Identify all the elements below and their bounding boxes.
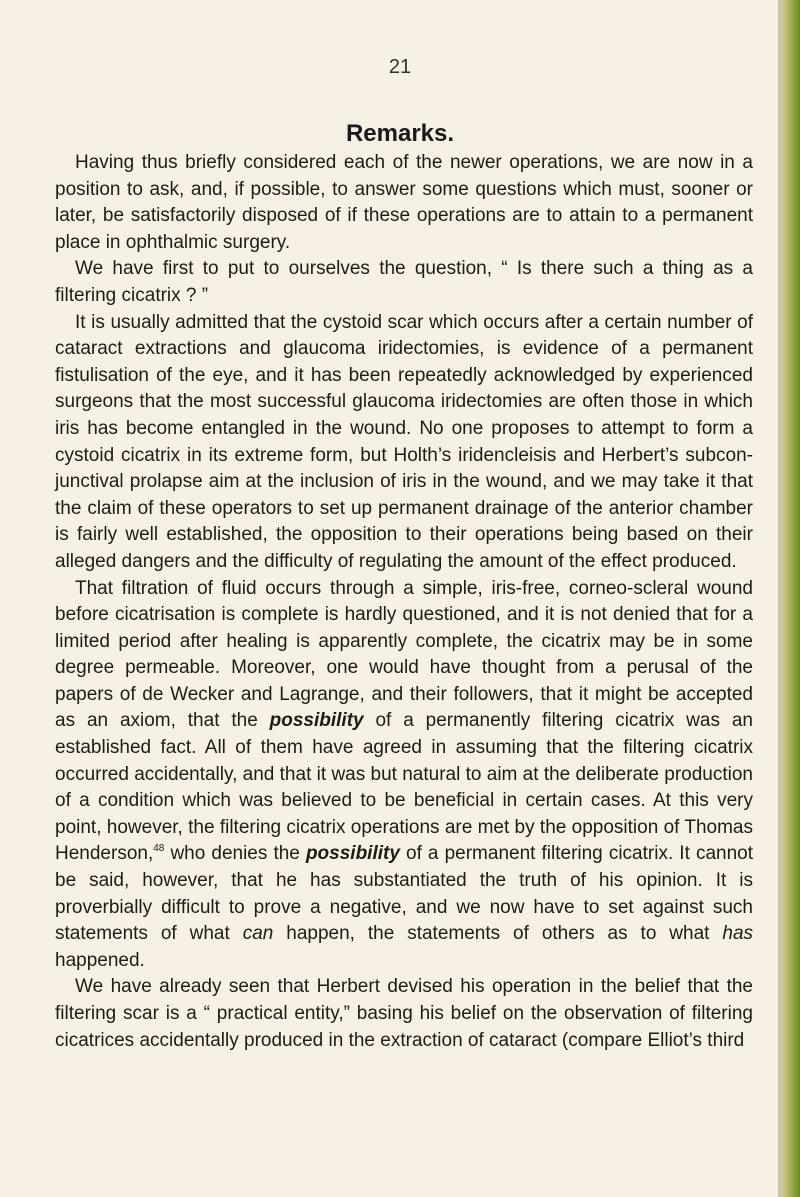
- text-run: happen, the statements of others as to what: [273, 923, 723, 945]
- text-run: of a permanently filtering cicatrix was an established fact. All of them have agreed in assuming that the filtering cicatrix occurred accidentally, and that it was but natural to aim at the deliberate production of a condition which was believed to be beneficial in certain cases. At this very point, however, the filtering cicatrix operations are met by the opposition of Thomas Henderson,: [55, 710, 753, 865]
- paragraph-4: [55, 576, 753, 975]
- paragraph-1: [55, 150, 753, 256]
- text-run: We have first to put to ourselves the question, “ Is there such a thing as a filtering cicatrix ? ”: [55, 258, 753, 306]
- paragraph-3: [55, 310, 753, 576]
- emphasis-text: has: [722, 923, 754, 945]
- emphasis-text: possibility: [269, 710, 364, 732]
- emphasis-text: possibility: [305, 843, 400, 865]
- text-run: We have already seen that Herbert devised his operation in the belief that the filtering scar is a “ practical entity,” basing his belief on the observation of filtering cicatrices accidentally produced in the extraction of cataract (compare Elliot’s third: [55, 976, 753, 1051]
- text-run: Having thus briefly considered each of the newer operations, we are now in a position to ask, and, if possible, to answer some questions which must, sooner or later, be satisfactorily disposed of if these operations are to attain to a permanent place in ophthalmic surgery.: [55, 152, 753, 253]
- text-run: It is usually admitted that the cystoid scar which occurs after a certain number of cataract extractions and glaucoma iridectomies, is evidence of a permanent fistulisation of the eye, and it has been repeatedly acknowledged by experienced surgeons that the most successful glaucoma iridectomies are often those in which iris has become entangled in the wound. No one proposes to attempt to form a cystoid cicatrix in its extreme form, but Holth’s iridencleisis and Herbert’s subcon- junctival prolapse aim at the inclusion of iris in the wound, and we may take it that the claim of these operators to set up permanent drainage of the anterior chamber is fairly well established, the opposition to their operations being based on their alleged dangers and the difficulty of regulating the amount of the effect produced.: [55, 311, 753, 572]
- reference-superscript: 48: [153, 843, 165, 855]
- page-number: 21: [388, 56, 412, 78]
- emphasis-text: can: [242, 923, 274, 945]
- paragraph-2: [55, 256, 753, 309]
- text-run: That filtration of fluid occurs through a simple, iris-free, corneo-scleral wound before cicatrisation is complete is hardly questioned, and it is not denied that for a limited period after healing is apparently complete, the cicatrix may be in some degree permeable. Moreover, one would have thought from a perusal of the papers of de Wecker and Lagrange, and their followers, that it might be accepted as an axiom, that the: [55, 577, 753, 732]
- page-edge-binding: [778, 0, 800, 1197]
- text-run: who denies the: [164, 843, 306, 865]
- body-text: [55, 150, 753, 1054]
- text-run: happened.: [55, 949, 145, 971]
- section-heading: Remarks.: [345, 120, 455, 148]
- text-run: of a permanent filtering cicatrix. It cannot be said, however, that he has substantiated the truth of his opinion. It is proverbially difficult to prove a negative, and we now have to set against such statements of what: [55, 843, 753, 945]
- paragraph-5: [55, 974, 753, 1054]
